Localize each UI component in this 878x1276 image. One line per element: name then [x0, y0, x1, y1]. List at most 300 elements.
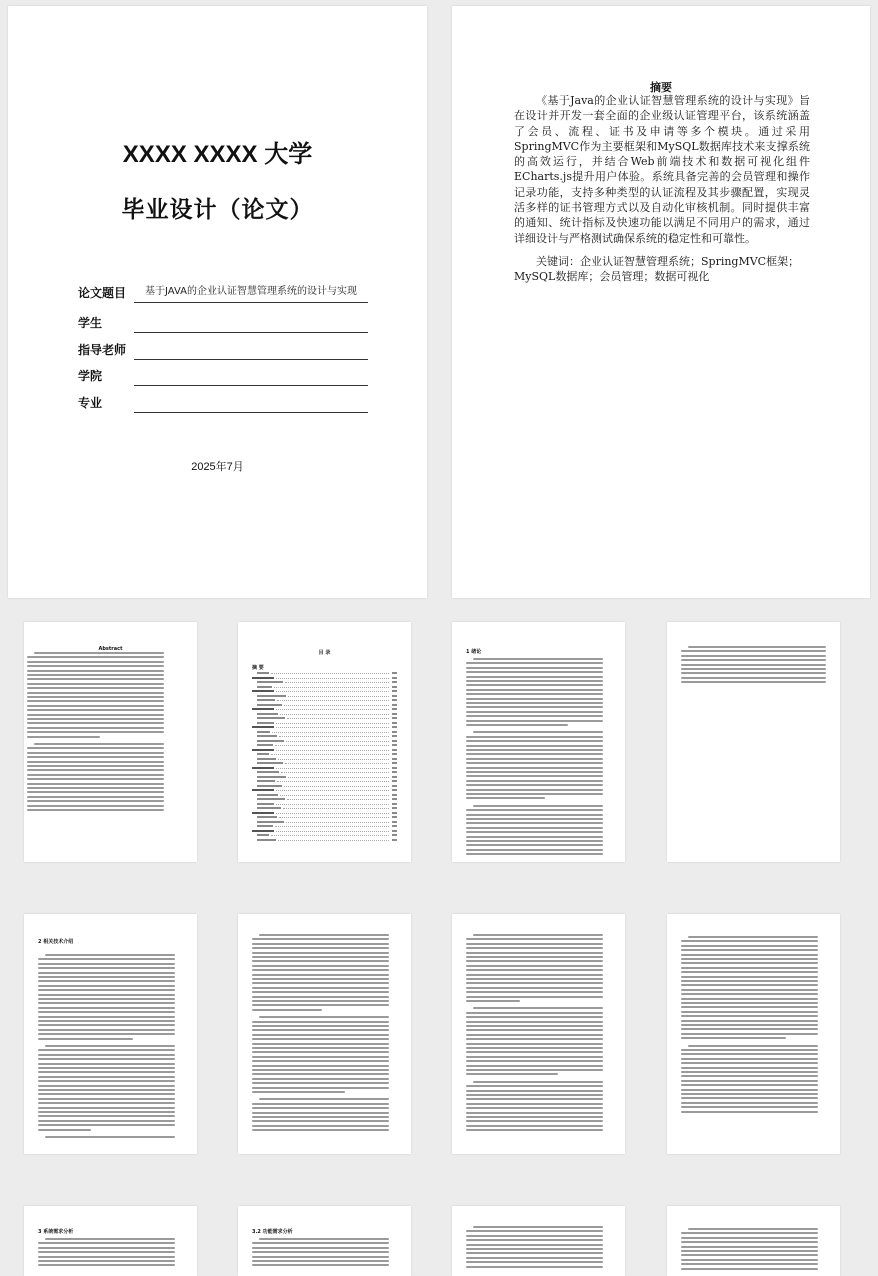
- text-line: [688, 936, 818, 938]
- toc-text: [252, 690, 274, 692]
- text-line: [252, 956, 389, 958]
- text-line: [252, 943, 389, 945]
- field-label: 指导老师: [78, 343, 127, 357]
- text-line: [252, 1125, 389, 1127]
- toc-row: [252, 731, 397, 734]
- text-line: [466, 711, 603, 713]
- toc-first-entry: 摘 要: [252, 665, 264, 671]
- text-line: [252, 1073, 389, 1075]
- text-line: [466, 1085, 603, 1087]
- toc-row: [252, 776, 397, 779]
- toc-text: [257, 785, 282, 787]
- field-major: [78, 392, 368, 416]
- toc-leader: [275, 826, 389, 827]
- toc-text: [257, 695, 286, 697]
- text-line: [681, 1111, 818, 1113]
- text-line: [27, 678, 164, 680]
- degree-title: 毕业设计（论文）: [121, 196, 314, 223]
- toc-leader: [276, 790, 389, 791]
- toc-leader: [276, 768, 389, 769]
- text-line: [681, 945, 818, 947]
- toc-leader: [287, 718, 389, 719]
- page-thumb-chapter3-b[interactable]: [238, 1206, 411, 1276]
- toc-page-number: [392, 830, 397, 832]
- toc-text: [257, 672, 269, 674]
- text-line: [38, 1080, 175, 1082]
- toc-text: [257, 771, 279, 773]
- toc-leader: [285, 763, 389, 764]
- text-line: [252, 1078, 389, 1080]
- text-line: [27, 761, 164, 763]
- toc-leader: [276, 691, 389, 692]
- toc-row: [252, 780, 397, 783]
- text-line: [681, 1268, 818, 1270]
- toc-row: [252, 762, 397, 765]
- text-line: [681, 1037, 786, 1039]
- text-line: [466, 780, 603, 782]
- toc-row: [252, 744, 397, 747]
- abstract-title: 摘要: [650, 81, 672, 94]
- text-line: [466, 982, 603, 984]
- toc-text: [257, 744, 273, 746]
- text-line: [38, 1007, 175, 1009]
- text-line: [466, 840, 603, 842]
- text-line: [252, 1043, 389, 1045]
- text-line: [252, 1116, 389, 1118]
- text-line: [681, 958, 818, 960]
- text-line: [27, 778, 164, 780]
- abstract-keywords: 关键词：企业认证智慧管理系统；SpringMVC框架；MySQL数据库；会员管理；数据可视化: [514, 255, 800, 283]
- text-line: [681, 1106, 818, 1108]
- page-thumb-chapter1-cont[interactable]: [667, 622, 840, 862]
- text-line: [466, 1025, 603, 1027]
- text-line: [252, 965, 389, 967]
- text-line: [688, 1228, 818, 1230]
- toc-row: [252, 735, 397, 738]
- text-line: [466, 662, 603, 664]
- text-line: [38, 1063, 175, 1065]
- toc-page-number: [392, 744, 397, 746]
- text-line: [27, 661, 164, 663]
- text-line: [27, 765, 164, 767]
- page-thumb-chapter2-b[interactable]: [238, 914, 411, 1154]
- text-line: [681, 1024, 818, 1026]
- text-line: [466, 693, 603, 695]
- text-line: [252, 1107, 389, 1109]
- text-line: [27, 714, 164, 716]
- toc-row: [252, 785, 397, 788]
- toc-row: [252, 839, 397, 842]
- toc-leader: [283, 808, 389, 809]
- toc-leader: [277, 700, 389, 701]
- text-line: [252, 1004, 389, 1006]
- text-line: [27, 700, 164, 702]
- text-line: [681, 650, 826, 652]
- text-line: [681, 976, 818, 978]
- toc-page-number: [392, 740, 397, 742]
- text-line: [681, 1250, 818, 1252]
- text-line: [38, 958, 175, 960]
- toc-leader: [276, 723, 389, 724]
- text-line: [466, 1116, 603, 1118]
- text-line: [38, 1085, 175, 1087]
- text-line: [681, 971, 818, 973]
- text-line: [27, 800, 164, 802]
- text-line: [473, 934, 603, 936]
- toc-page-number: [392, 767, 397, 769]
- text-line: [681, 962, 818, 964]
- toc-leader: [276, 750, 389, 751]
- text-line: [252, 1029, 389, 1031]
- text-line: [252, 947, 389, 949]
- thumb-heading: 3.2 功能需求分析: [252, 1229, 293, 1235]
- text-line: [27, 783, 164, 785]
- toc-text: [257, 740, 284, 742]
- toc-row: [252, 834, 397, 837]
- toc-page-number: [392, 677, 397, 679]
- toc-row: [252, 821, 397, 824]
- toc-text: [257, 821, 284, 823]
- toc-row: [252, 825, 397, 828]
- text-line: [681, 998, 818, 1000]
- toc-row: [252, 726, 397, 729]
- text-line: [466, 680, 603, 682]
- text-line: [466, 1129, 603, 1131]
- field-college: [78, 365, 368, 389]
- text-line: [252, 938, 389, 940]
- toc-page-number: [392, 699, 397, 701]
- toc-row: [252, 771, 397, 774]
- toc-page-number: [392, 690, 397, 692]
- text-line: [681, 1241, 818, 1243]
- text-line: [466, 822, 603, 824]
- text-line: [466, 671, 603, 673]
- text-line: [27, 747, 164, 749]
- text-line: [27, 787, 164, 789]
- text-line: [252, 1120, 389, 1122]
- thumb-heading: 3 系统需求分析: [38, 1229, 74, 1235]
- text-line: [681, 1084, 818, 1086]
- text-line: [473, 1081, 603, 1083]
- text-line: [688, 1045, 818, 1047]
- text-line: [466, 836, 603, 838]
- text-line: [466, 667, 603, 669]
- page-thumb-english-abstract[interactable]: [24, 622, 197, 862]
- toc-page-number: [392, 708, 397, 710]
- text-line: [45, 954, 175, 956]
- field-advisor: [78, 339, 368, 363]
- text-line: [38, 1115, 175, 1117]
- text-line: [466, 960, 603, 962]
- toc-text: [252, 789, 274, 791]
- text-line: [681, 1053, 818, 1055]
- text-line: [466, 969, 603, 971]
- toc-text: [257, 758, 276, 760]
- toc-text: [257, 699, 275, 701]
- toc-row: [252, 704, 397, 707]
- text-line: [259, 1238, 389, 1240]
- text-line: [466, 797, 545, 799]
- text-line: [252, 1103, 389, 1105]
- toc-leader: [288, 696, 389, 697]
- toc-page-number: [392, 726, 397, 728]
- text-line: [466, 1230, 603, 1232]
- text-line: [466, 1073, 558, 1075]
- text-line: [466, 762, 603, 764]
- field-thesis-title: [78, 282, 368, 306]
- text-line: [466, 771, 603, 773]
- text-line: [252, 1260, 389, 1262]
- text-line: [38, 1247, 175, 1249]
- toc-leader: [278, 840, 389, 841]
- text-line: [466, 1125, 603, 1127]
- text-line: [252, 1247, 389, 1249]
- toc-leader: [285, 682, 389, 683]
- text-line: [27, 670, 164, 672]
- toc-row: [252, 807, 397, 810]
- text-line: [252, 978, 389, 980]
- text-line: [252, 1065, 389, 1067]
- text-line: [38, 980, 175, 982]
- text-line: [27, 769, 164, 771]
- text-line: [252, 1256, 389, 1258]
- toc-row: [252, 812, 397, 815]
- text-line: [681, 967, 818, 969]
- text-line: [466, 706, 603, 708]
- toc-leader: [271, 754, 389, 755]
- abstract-body: 《基于Java的企业认证智慧管理系统的设计与实现》旨在设计并开发一套全面的企业级认证管理平台，该系统涵盖了会员、流程、证书及申请等多个模块。通过采用SpringMVC作为主要框架和MySQL数据库技术来支撑系统的高效运行，并结合Web前端技术和数据可视化组件ECharts.js提升用户体验。系统具备完善的会员管理和操作记录功能，支持多种类型的认证流程及其步骤配置，实现灵活多样的证书管理方式以及自动化审核机制。同时提供丰富的通知、统计指标及快速功能以满足不同用户的需求，通过详细设计与严格测试确保系统的稳定性和可靠性。: [514, 94, 810, 245]
- toc-row: [252, 695, 397, 698]
- text-line: [27, 796, 164, 798]
- text-line: [38, 1058, 175, 1060]
- text-line: [681, 1232, 818, 1234]
- text-line: [466, 965, 603, 967]
- text-line: [252, 996, 389, 998]
- text-line: [259, 1016, 389, 1018]
- text-line: [466, 767, 603, 769]
- text-line: [473, 1226, 603, 1228]
- text-line: [466, 1029, 603, 1031]
- text-line: [466, 676, 603, 678]
- field-value: [134, 339, 368, 360]
- text-line: [259, 934, 389, 936]
- text-line: [38, 1102, 175, 1104]
- text-line: [259, 1098, 389, 1100]
- text-line: [466, 991, 603, 993]
- text-line: [38, 972, 175, 974]
- field-value: [134, 365, 368, 386]
- text-line: [38, 1020, 175, 1022]
- page-thumb-chapter2-c[interactable]: [452, 914, 625, 1154]
- text-line: [681, 1071, 818, 1073]
- text-line: [466, 1047, 603, 1049]
- text-line: [466, 758, 603, 760]
- text-line: [38, 1029, 175, 1031]
- text-line: [466, 715, 603, 717]
- text-line: [681, 1006, 818, 1008]
- toc-page-number: [392, 803, 397, 805]
- text-line: [466, 749, 603, 751]
- text-line: [681, 1102, 818, 1104]
- toc-row: [252, 830, 397, 833]
- text-line: [38, 1016, 175, 1018]
- text-line: [27, 718, 164, 720]
- text-line: [681, 984, 818, 986]
- text-line: [38, 1038, 133, 1040]
- page-thumb-chapter3-c[interactable]: [452, 1206, 625, 1276]
- page-thumb-chapter2[interactable]: [24, 914, 197, 1154]
- text-line: [38, 985, 175, 987]
- toc-page-number: [392, 735, 397, 737]
- text-line: [38, 1251, 175, 1253]
- text-line: [27, 665, 164, 667]
- text-line: [466, 789, 603, 791]
- text-line: [681, 1254, 818, 1256]
- toc-page-number: [392, 713, 397, 715]
- cover-page: [8, 6, 427, 598]
- text-line: [252, 1264, 389, 1266]
- toc-row: [252, 708, 397, 711]
- text-line: [681, 1002, 818, 1004]
- text-line: [681, 1093, 818, 1095]
- text-line: [27, 683, 164, 685]
- toc-leader: [288, 777, 389, 778]
- toc-row: [252, 740, 397, 743]
- text-line: [466, 1038, 603, 1040]
- text-line: [466, 1056, 603, 1058]
- thumb-heading: 2 相关技术介绍: [38, 939, 74, 945]
- toc-page-number: [392, 780, 397, 782]
- field-value: 基于JAVA的企业认证智慧管理系统的设计与实现: [134, 282, 368, 303]
- text-line: [27, 727, 164, 729]
- toc-text: [257, 717, 285, 719]
- text-line: [681, 1097, 818, 1099]
- toc-page-number: [392, 686, 397, 688]
- toc-leader: [280, 714, 389, 715]
- text-line: [466, 775, 603, 777]
- toc-leader: [277, 781, 389, 782]
- text-line: [466, 793, 603, 795]
- toc-text: [257, 753, 269, 755]
- text-line: [38, 1067, 175, 1069]
- page-thumb-chapter1[interactable]: [452, 622, 625, 862]
- toc-page-number: [392, 839, 397, 841]
- text-line: [38, 1002, 175, 1004]
- text-line: [38, 1033, 175, 1035]
- thumb-heading: 1 绪论: [466, 649, 482, 655]
- text-line: [38, 976, 175, 978]
- field-value: [134, 392, 368, 413]
- text-line: [466, 1261, 603, 1263]
- text-line: [38, 1264, 175, 1266]
- text-line: [466, 818, 603, 820]
- toc-text: [257, 731, 270, 733]
- page-thumb-chapter3[interactable]: [24, 1206, 197, 1276]
- text-line: [27, 656, 164, 658]
- toc-text: [257, 839, 276, 841]
- text-line: [27, 752, 164, 754]
- text-line: [38, 1124, 175, 1126]
- text-line: [681, 664, 826, 666]
- text-line: [38, 1054, 175, 1056]
- text-line: [38, 1089, 175, 1091]
- toc-text: [252, 708, 274, 710]
- toc-leader: [284, 786, 389, 787]
- toc-text: [252, 830, 274, 832]
- text-line: [466, 1257, 603, 1259]
- text-line: [466, 1034, 603, 1036]
- text-line: [38, 1260, 175, 1262]
- text-line: [466, 987, 603, 989]
- toc-page-number: [392, 785, 397, 787]
- toc-page-number: [392, 672, 397, 674]
- text-line: [466, 1016, 603, 1018]
- text-line: [466, 938, 603, 940]
- toc-page-number: [392, 789, 397, 791]
- text-line: [466, 956, 603, 958]
- cover-date: 2025年7月: [191, 461, 244, 473]
- text-line: [466, 784, 603, 786]
- text-line: [38, 963, 175, 965]
- text-line: [681, 655, 826, 657]
- toc-page-number: [392, 758, 397, 760]
- page-thumb-chapter2-d[interactable]: [667, 914, 840, 1154]
- toc-page-number: [392, 807, 397, 809]
- text-line: [252, 974, 389, 976]
- text-line: [466, 814, 603, 816]
- toc-leader: [280, 795, 389, 796]
- page-thumb-chapter3-d[interactable]: [667, 1206, 840, 1276]
- toc-row: [252, 816, 397, 819]
- toc-leader: [275, 745, 389, 746]
- text-line: [252, 969, 389, 971]
- text-line: [252, 1069, 389, 1071]
- text-line: [27, 805, 164, 807]
- text-line: [466, 740, 603, 742]
- text-line: [252, 1056, 389, 1058]
- text-line: [681, 668, 826, 670]
- page-thumb-toc[interactable]: [238, 622, 411, 862]
- text-line: [27, 687, 164, 689]
- text-line: [466, 1112, 603, 1114]
- text-line: [681, 677, 826, 679]
- toc-text: [257, 776, 286, 778]
- toc-page-number: [392, 722, 397, 724]
- text-line: [473, 658, 603, 660]
- toc-leader: [276, 727, 389, 728]
- toc-page-number: [392, 812, 397, 814]
- text-line: [466, 1235, 603, 1237]
- text-line: [681, 1089, 818, 1091]
- text-line: [466, 1000, 520, 1002]
- text-line: [466, 720, 603, 722]
- text-line: [681, 1246, 818, 1248]
- text-line: [466, 844, 603, 846]
- text-line: [252, 1112, 389, 1114]
- toc-page-number: [392, 798, 397, 800]
- text-line: [27, 692, 164, 694]
- toc-text: [257, 722, 274, 724]
- text-line: [466, 724, 568, 726]
- text-line: [466, 1120, 603, 1122]
- text-line: [27, 736, 100, 738]
- text-line: [681, 1020, 818, 1022]
- text-line: [681, 993, 818, 995]
- text-line: [681, 954, 818, 956]
- text-line: [466, 1266, 603, 1268]
- text-line: [466, 1107, 603, 1109]
- text-line: [681, 1067, 818, 1069]
